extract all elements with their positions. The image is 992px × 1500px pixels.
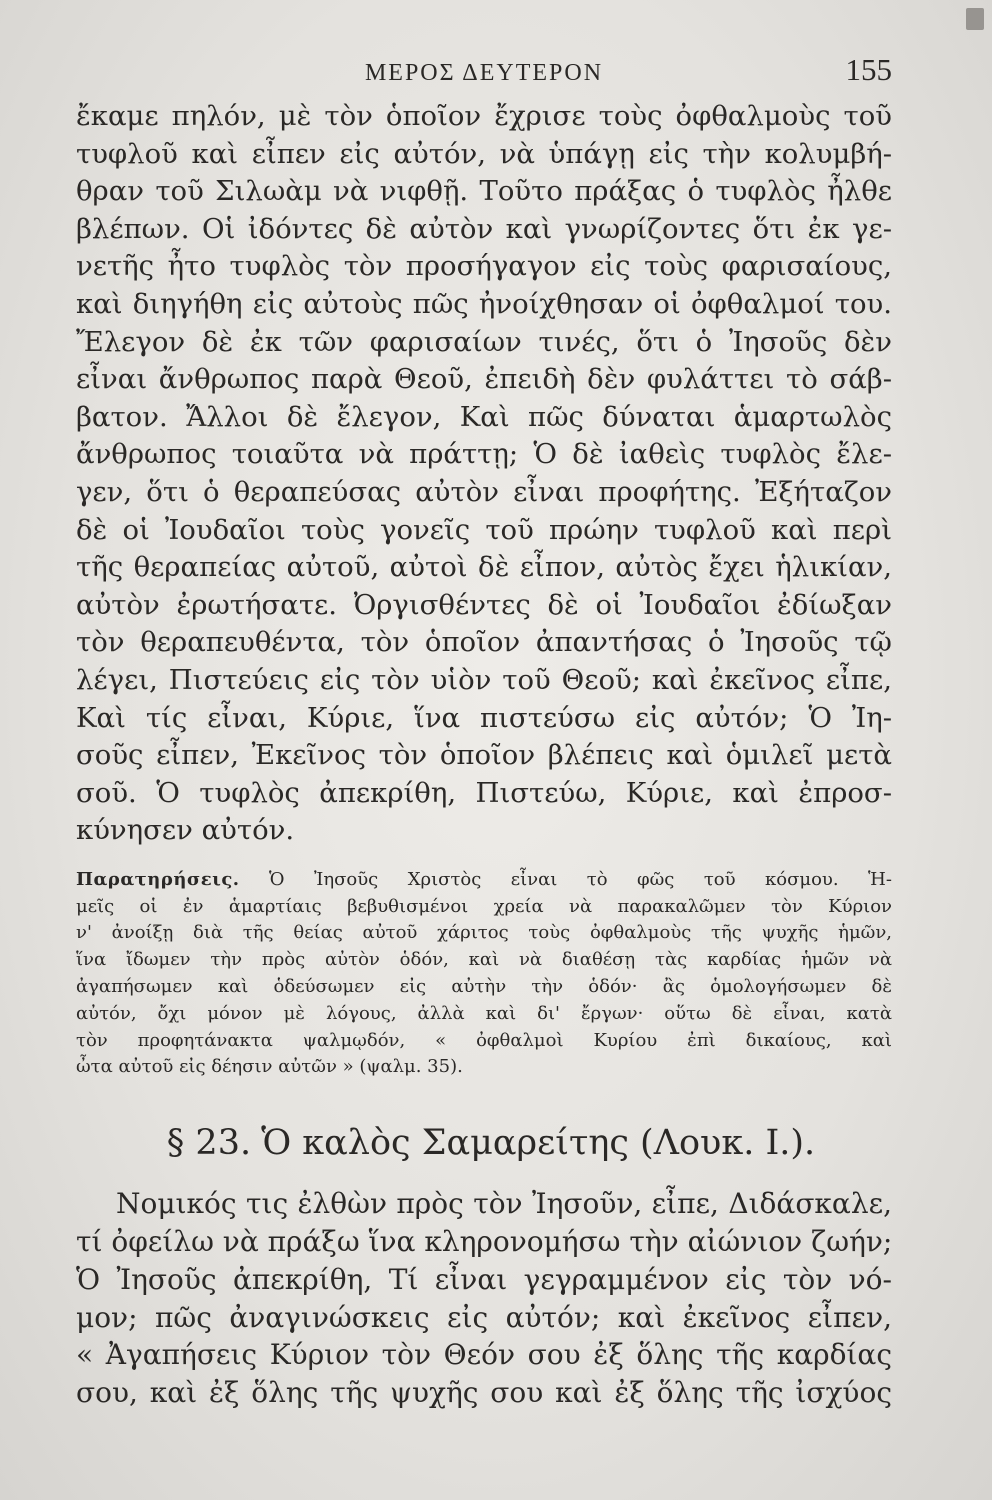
note-line: ν' ἀνοίξῃ διὰ τῆς θείας αὐτοῦ χάριτος τοὺς ὀφθαλμοὺς τῆς ψυχῆς ἡμῶν, <box>76 922 892 944</box>
text-line: λέγει, Πιστεύεις εἰς τὸν υἱὸν τοῦ Θεοῦ; καὶ ἐκεῖνος εἶπε, <box>76 663 892 696</box>
text-line: βλέπων. Οἱ ἰδόντες δὲ αὐτὸν καὶ γνωρίζοντες ὅτι ἐκ γε- <box>76 212 892 245</box>
running-title: ΜΕΡΟΣ ΔΕΥΤΕΡΟΝ <box>364 60 604 86</box>
text-line: τί ὀφείλω νὰ πράξω ἵνα κληρονομήσω τὴν αἰώνιον ζωήν; <box>76 1225 893 1259</box>
section-title: Ὁ καλὸς Σαμαρείτης (Λουκ. Ι.). <box>261 1123 816 1164</box>
text-line: Καὶ τίς εἶναι, Κύριε, ἵνα πιστεύσω εἰς αὐτόν; Ὁ Ἰη- <box>76 701 892 734</box>
text-line: Ἔλεγον δὲ ἐκ τῶν φαρισαίων τινές, ὅτι ὁ Ἰησοῦς δὲν <box>76 325 892 358</box>
text-line: σου, καὶ ἐξ ὅλης τῆς ψυχῆς σου καὶ ἐξ ὅλης τῆς ἰσχύος <box>76 1376 892 1410</box>
text-line: σοῦς εἶπεν, Ἐκεῖνος τὸν ὁποῖον βλέπεις καὶ ὁμιλεῖ μετὰ <box>76 739 892 772</box>
note-label: Παρατηρήσεις. <box>76 868 240 890</box>
text-line: κύνησεν αὐτόν. <box>76 814 295 847</box>
text-line: σοῦ. Ὁ τυφλὸς ἀπεκρίθη, Πιστεύω, Κύριε, καὶ ἐπροσ- <box>76 776 892 809</box>
text-line: τὸν θεραπευθέντα, τὸν ὁποῖον ἀπαντήσας ὁ Ἰησοῦς τῷ <box>76 626 892 659</box>
text-line: δὲ οἱ Ἰουδαῖοι τοὺς γονεῖς τοῦ πρώην τυφλοῦ καὶ περὶ <box>76 513 892 546</box>
text-line: αὐτὸν ἐρωτήσατε. Ὀργισθέντες δὲ οἱ Ἰουδαῖοι ἐδίωξαν <box>76 588 892 621</box>
text-line: ἔκαμε πηλόν, μὲ τὸν ὁποῖον ἔχρισε τοὺς ὀφθαλμοὺς τοῦ <box>76 100 892 132</box>
text-line: Ὁ Ἰησοῦς ἀπεκρίθη, Τί εἶναι γεγραμμένον εἰς τὸν νό- <box>76 1262 892 1296</box>
note-line: τὸν προφητάνακτα ψαλμῳδόν, « ὀφθαλμοὶ Κυρίου ἐπὶ δικαίους, καὶ <box>76 1029 892 1051</box>
text-line: θραν τοῦ Σιλωὰμ νὰ νιφθῇ. Τοῦτο πράξας ὁ τυφλὸς ἦλθε <box>76 175 892 208</box>
text-line: μον; πῶς ἀναγινώσκεις εἰς αὐτόν; καὶ ἐκεῖνος εἶπεν, <box>76 1300 892 1334</box>
text-line: Νομικός τις ἐλθὼν πρὸς τὸν Ἰησοῦν, εἶπε, Διδάσκαλε, <box>116 1187 892 1221</box>
body-text <box>76 98 892 850</box>
note-line: ἵνα ἴδωμεν τὴν πρὸς αὐτὸν ὁδόν, καὶ νὰ διαθέσῃ τὰς καρδίας ἡμῶν νὰ <box>76 949 892 971</box>
note-line <box>76 867 892 894</box>
text-line: γεν, ὅτι ὁ θεραπεύσας αὐτὸν εἶναι προφήτης. Ἐξήταζον <box>76 475 892 508</box>
text-line: καὶ διηγήθη εἰς αὐτοὺς πῶς ἠνοίχθησαν οἱ ὀφθαλμοί του. <box>76 287 892 320</box>
note-text: Ὁ Ἰησοῦς Χριστὸς εἶναι τὸ φῶς τοῦ κόσμου. Ἡ- <box>269 868 892 890</box>
ink-spot <box>966 8 984 30</box>
section-number: § 23. <box>166 1123 252 1164</box>
text-line: εἶναι ἄνθρωπος παρὰ Θεοῦ, ἐπειδὴ δὲν φυλάττει τὸ σάβ- <box>76 363 892 396</box>
text-line: νετῆς ἦτο τυφλὸς τὸν προσήγαγον εἰς τοὺς φαρισαίους, <box>76 250 892 283</box>
text-line: τυφλοῦ καὶ εἶπεν εἰς αὐτόν, νὰ ὑπάγῃ εἰς τὴν κολυμβή- <box>76 137 892 170</box>
observations-note <box>76 867 892 1081</box>
text-line: « Ἀγαπήσεις Κύριον τὸν Θεόν σου ἐξ ὅλης τῆς καρδίας <box>76 1338 892 1372</box>
page-number: 155 <box>845 52 892 87</box>
section-heading <box>76 1121 892 1165</box>
text-line: τῆς θεραπείας αὐτοῦ, αὐτοὶ δὲ εἶπον, αὐτὸς ἔχει ἡλικίαν, <box>76 551 892 584</box>
note-line: ἀγαπήσωμεν καὶ ὁδεύσωμεν εἰς αὐτὴν τὴν ὁδόν· ἂς ὁμολογήσωμεν δὲ <box>76 976 892 998</box>
text-line: βατον. Ἄλλοι δὲ ἔλεγον, Καὶ πῶς δύναται ἁμαρτωλὸς <box>76 400 892 433</box>
note-line: αὐτόν, ὄχι μόνον μὲ λόγους, ἀλλὰ καὶ δι' ἔργων· οὕτω δὲ εἶναι, κατὰ <box>76 1002 892 1024</box>
section-text <box>76 1185 892 1412</box>
note-line: μεῖς οἱ ἐν ἁμαρτίαις βεβυθισμένοι χρεία νὰ παρακαλῶμεν τὸν Κύριον <box>76 895 892 917</box>
note-line: ὦτα αὐτοῦ εἰς δέησιν αὐτῶν » (ψαλμ. 35). <box>76 1056 463 1078</box>
text-line: ἄνθρωπος τοιαῦτα νὰ πράττῃ; Ὁ δὲ ἰαθεὶς τυφλὸς ἔλε- <box>76 438 892 471</box>
page-header <box>76 52 892 98</box>
